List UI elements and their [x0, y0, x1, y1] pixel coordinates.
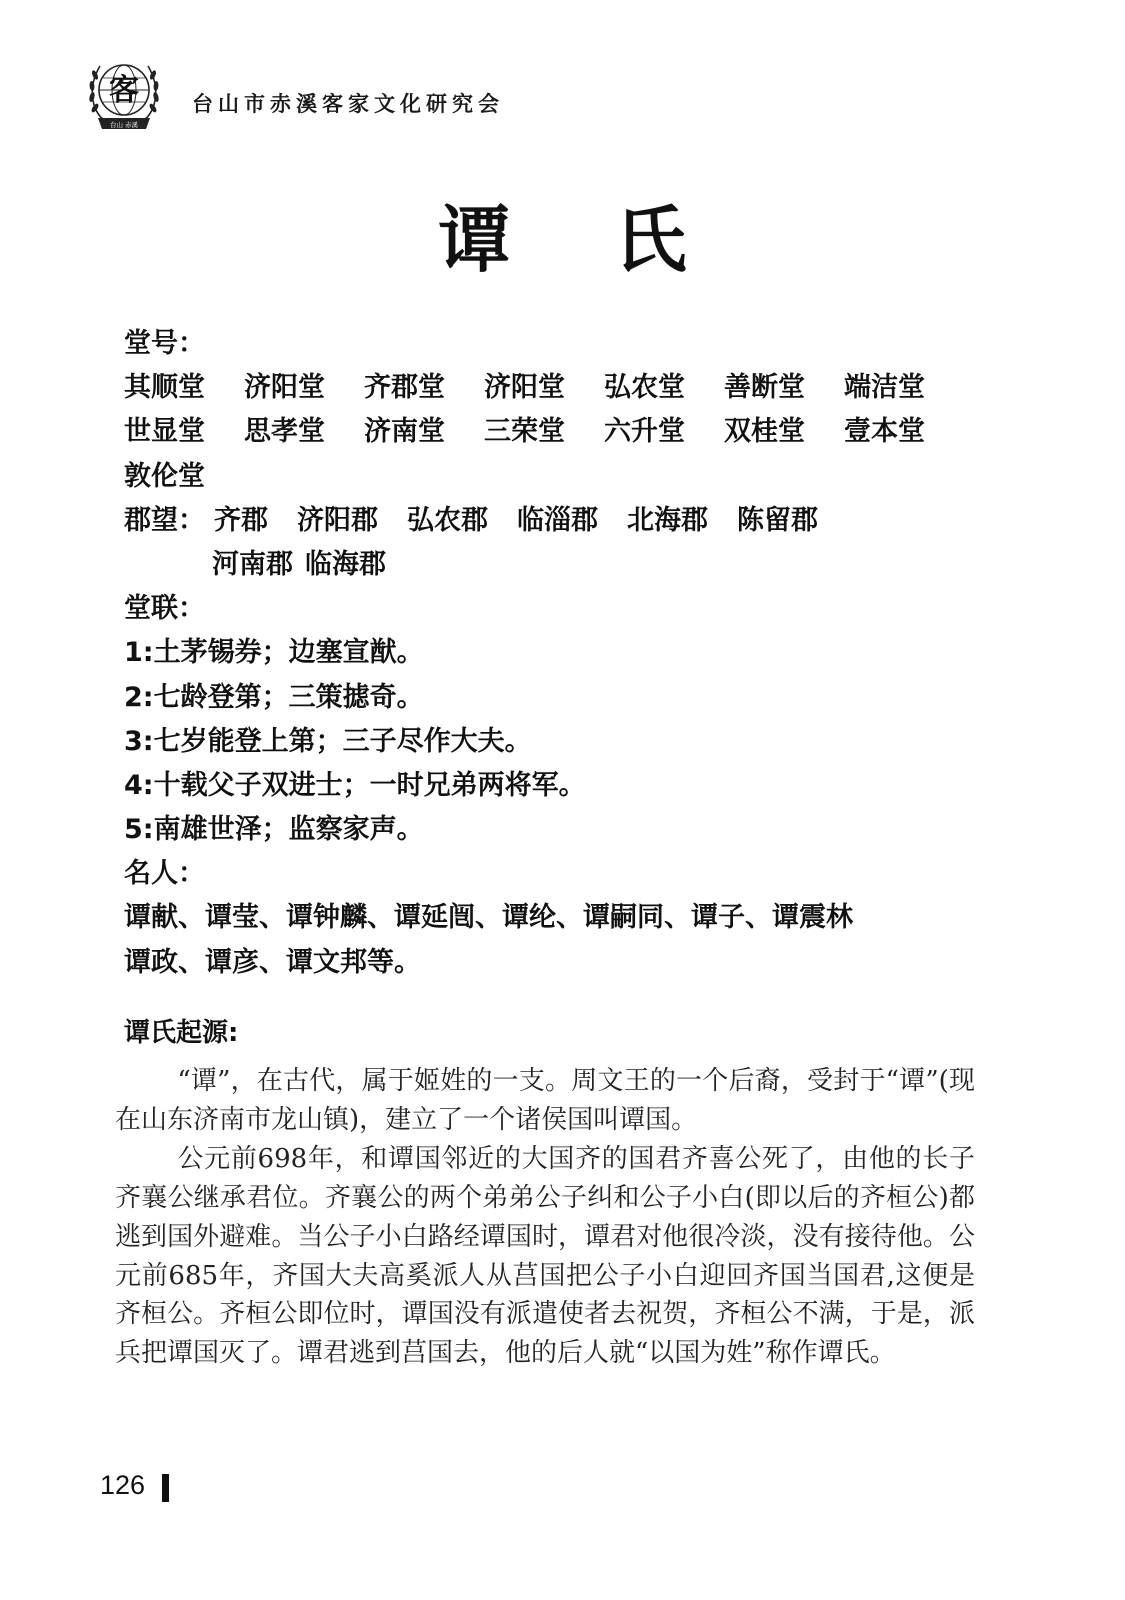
junwang-label: 郡望：	[124, 504, 205, 536]
tanghao-item: 双桂堂	[724, 416, 805, 448]
junwang-item: 北海郡	[627, 504, 708, 536]
origin-body	[115, 1062, 975, 1373]
tanglian-label: 堂联：	[124, 593, 205, 625]
couplet-line: 2:七龄登第；三策摅奇。	[124, 681, 424, 713]
junwang-item: 河南郡	[212, 548, 293, 580]
tanghao-item: 善断堂	[724, 372, 805, 404]
tanghao-item: 三荣堂	[484, 416, 565, 448]
organization-name: 台山市赤溪客家文化研究会	[192, 91, 504, 116]
tanghao-item: 敦伦堂	[124, 460, 205, 492]
tanghao-label: 堂号：	[124, 328, 205, 359]
junwang-item: 弘农郡	[407, 504, 488, 536]
page-title	[0, 182, 1125, 286]
tanghao-item: 壹本堂	[844, 416, 925, 448]
tanghao-item: 济南堂	[364, 416, 445, 448]
couplet-line: 3:七岁能登上第；三子尽作大夫。	[124, 725, 532, 757]
junwang-row	[124, 499, 1024, 543]
title-char-1: 谭	[438, 197, 511, 282]
tanghao-row	[124, 366, 1024, 410]
junwang-item: 济阳郡	[297, 504, 378, 536]
origin-heading: 谭氏起源:	[124, 1018, 239, 1048]
page-number: 126	[100, 1470, 146, 1500]
tanghao-item: 其顺堂	[124, 372, 205, 404]
junwang-item: 临海郡	[305, 548, 386, 580]
couplet-line: 5:南雄世泽；监察家声。	[124, 814, 424, 846]
famous-people-line: 谭献、谭莹、谭钟麟、谭延闿、谭纶、谭嗣同、谭子、谭震林	[124, 902, 853, 934]
tanghao-item: 世显堂	[124, 416, 205, 448]
page-number-bar	[162, 1474, 169, 1502]
society-emblem-logo	[84, 52, 164, 136]
mingren-label: 名人：	[124, 858, 205, 890]
tanghao-item: 六升堂	[604, 416, 685, 448]
couplet-line: 4:十载父子双进士；一时兄弟两将军。	[124, 769, 586, 801]
origin-paragraph: 公元前698年，和谭国邻近的大国齐的国君齐喜公死了，由他的长子齐襄公继承君位。齐襄公的两个弟弟公子纠和公子小白(即以后的齐桓公)都逃到国外避难。当公子小白路经谭国时，谭君对他很冷淡，没有接待他。公元前685年，齐国大夫高奚派人从莒国把公子小白迎回齐国当国君,这便是齐桓公。齐桓公即位时，谭国没有派遣使者去祝贺，齐桓公不满，于是，派兵把谭国灭了。谭君逃到莒国去，他的后人就“以国为姓”称作谭氏。	[115, 1143, 975, 1369]
junwang-item: 临淄郡	[517, 504, 598, 536]
clan-info-block	[124, 322, 1024, 985]
svg-text:台山 赤溪: 台山 赤溪	[109, 121, 139, 129]
junwang-item: 齐郡	[214, 504, 268, 536]
famous-people-line: 谭政、谭彦、谭文邦等。	[124, 946, 421, 978]
title-char-2: 氏	[614, 197, 687, 282]
tanghao-item: 端洁堂	[844, 372, 925, 404]
origin-paragraph: “谭”，在古代，属于姬姓的一支。周文王的一个后裔，受封于“谭”(现在山东济南市龙山镇)，建立了一个诸侯国叫谭国。	[115, 1066, 975, 1135]
tanghao-item: 济阳堂	[244, 372, 325, 404]
tanghao-item: 齐郡堂	[364, 372, 445, 404]
junwang-item: 陈留郡	[737, 504, 818, 536]
tanghao-item: 弘农堂	[604, 372, 685, 404]
tanghao-item: 思孝堂	[244, 416, 325, 448]
svg-text:客: 客	[109, 73, 139, 108]
tanghao-row	[124, 455, 1024, 499]
tanghao-item: 济阳堂	[484, 372, 565, 404]
junwang-row	[124, 543, 1024, 587]
tanghao-row	[124, 410, 1024, 454]
couplet-line: 1:土茅锡券；边塞宣猷。	[124, 637, 424, 669]
